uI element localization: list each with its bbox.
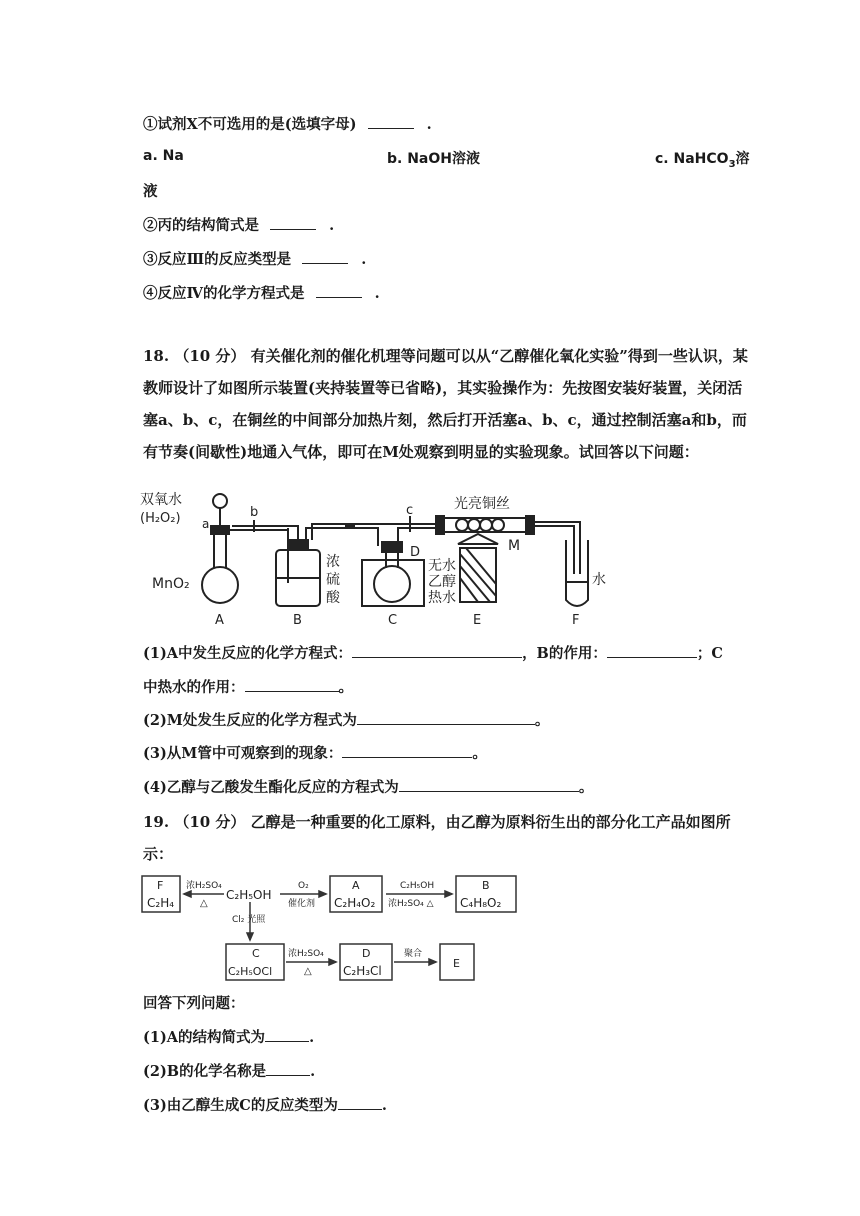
q17-sub4-text: ④反应Ⅳ的化学方程式是 [143,285,305,302]
fig-arrow1-top: 浓H₂SO₄ [186,881,222,891]
answer-blank[interactable] [399,777,579,792]
q18-p1-d: 中热水的作用： [143,679,245,696]
q19-p1-text: (1)A的结构简式为 [143,1029,266,1046]
answer-blank[interactable] [270,215,316,230]
q18-p3-e: 。 [472,745,487,762]
q17-option-c [655,148,750,170]
fig-label-ethanol: 乙醇 [428,574,456,590]
q18-p3-text: (3)从M管中可观察到的现象： [143,745,343,762]
q18-p1-c: ；C [696,645,723,662]
fig-label-m: M [508,538,521,554]
period: . [361,251,367,268]
fig-box-d-label: D [362,947,371,960]
fig-box-c-label: C [252,947,260,960]
q19-p2-text: (2)B的化学名称是 [143,1063,267,1080]
q18-p4-text: (4)乙醇与乙酸发生酯化反应的方程式为 [143,779,399,796]
fig-label-b: b [250,505,259,520]
answer-blank[interactable] [342,743,472,758]
q17-option-c-cont: 液 [143,183,158,200]
q18-p1-text: (1)A中发生反应的化学方程式： [143,645,353,662]
fig-box-a-formula: C₂H₄O₂ [334,896,376,910]
fig-label-h2o2: 双氧水 [140,492,182,508]
fig-arrow1-bottom: △ [200,898,208,909]
fig-arrow2-bottom: 催化剂 [288,899,316,909]
option-c-sub: 3 [728,158,736,170]
fig-arrow4-bottom: △ [304,966,312,977]
q19-stem: 19. （10 分） 乙醇是一种重要的化工原料，由乙醇为原料衍生出的部分化工产品如图所示： [143,813,731,863]
q18-part1 [143,642,723,663]
fig-arrow5-top: 聚合 [404,949,423,959]
fig-box-f-formula: C₂H₄ [147,896,175,910]
fig-label-C: C [388,613,398,628]
q18-p2-text: (2)M处发生反应的化学方程式为 [143,712,357,729]
fig-label-F: F [572,613,580,628]
option-c-end: 溶 [735,151,750,167]
fig-label-water: 水 [592,572,606,588]
fig-label-mno2: MnO₂ [152,576,190,592]
answer-blank[interactable] [607,643,697,658]
answer-blank[interactable] [338,1095,382,1110]
q18-p1-e: 。 [338,679,353,696]
fig-box-d-formula: C₂H₃Cl [343,964,382,978]
fig-label-h2o2-formula: (H₂O₂) [140,511,181,526]
fig-box-b-label: B [482,879,490,892]
copper-coil [456,519,504,531]
answer-blank[interactable] [368,114,414,129]
q18-part2 [143,709,549,730]
q19-p3-e: . [381,1097,387,1114]
q19-part2 [143,1060,315,1081]
q19-p2-e: . [310,1063,316,1080]
fig-label-A: A [215,613,224,628]
fig-box-c-formula: C₂H₅OCl [228,965,273,978]
q19-flow-diagram [140,872,560,984]
fig-box-f-label: F [157,879,164,892]
q17-sub4 [143,282,380,303]
fig-arrow2-top: O₂ [298,881,309,891]
fig-label-conc1: 浓 [326,554,340,570]
answer-blank[interactable] [265,1027,309,1042]
fig-label-E: E [473,613,482,628]
fig-label-hotwater: 热水 [428,590,456,606]
answer-blank[interactable] [302,249,348,264]
q17-option-b: b. NaOH溶液 [387,151,480,167]
fig-arrow4-top: 浓H₂SO₄ [288,949,324,959]
fig-box-e-label: E [453,957,460,970]
test-tube-f [566,540,588,606]
answer-blank[interactable] [357,710,535,725]
q18-p4-e: 。 [578,779,594,796]
q19-part1 [143,1026,314,1047]
funnel-bulb [213,494,227,508]
fig-box-b-formula: C₄H₈O₂ [460,896,502,910]
fig-label-conc3: 酸 [326,590,340,606]
option-c-text: c. NaHCO [655,151,729,167]
q17-option-a: a. Na [143,148,184,164]
flask-c [374,566,410,602]
q17-sub3-text: ③反应Ⅲ的反应类型是 [143,251,292,268]
fig-box-a-label: A [352,879,360,892]
fig-label-c: c [406,503,414,518]
q17-sub2 [143,214,334,235]
flask-a [202,567,238,603]
answer-blank[interactable] [266,1061,310,1076]
q19-answer-intro: 回答下列问题： [143,995,245,1012]
fig-label-copper: 光亮铜丝 [454,496,510,512]
q18-part3 [143,742,487,763]
q18-part1-cont [143,676,353,697]
fig-label-d: D [410,545,421,560]
q18-p1-b: ，B的作用： [522,645,607,662]
period: . [374,285,380,302]
fig-ethanol: C₂H₅OH [226,888,272,902]
q19-p3-text: (3)由乙醇生成C的反应类型为 [143,1097,338,1114]
q19-part3 [143,1094,387,1115]
answer-blank[interactable] [245,677,339,692]
fig-down-label: Cl₂ 光照 [232,915,266,925]
q18-part4 [143,776,593,797]
q18-stem: 18. （10 分） 有关催化剂的催化机理等问题可以从“乙醇催化氧化实验”得到一些认识，某教师设计了如图所示装置(夹持装置等已省略)，其实验操作为：先按图安装好装置，关闭活塞a、b、c，在铜丝的中间部分加热片刻，然后打开活塞a、b、c，通过控制活塞a和b，而有节奏(间歇性)地通入气体，即可在M处观察到明显的实验现象。试回答以下问题： [143,347,748,461]
fig-label-a: a [202,517,210,531]
q17-sub1 [143,113,432,134]
answer-blank[interactable] [316,283,362,298]
answer-blank[interactable] [352,643,522,658]
fig-label-B: B [293,613,302,628]
q17-sub3 [143,248,366,269]
period: . [426,116,432,133]
fig-label-anhydrous: 无水 [428,558,456,574]
q19-p1-e: . [309,1029,315,1046]
q18-p2-e: 。 [534,712,550,729]
q17-sub1-text: ①试剂X不可选用的是(选填字母) [143,116,357,133]
stopper-a [211,526,229,534]
q18-apparatus-figure [140,488,610,628]
fig-arrow3-top: C₂H₅OH [400,881,435,891]
fig-arrow3-bottom: 浓H₂SO₄ △ [388,899,434,909]
q17-sub2-text: ②丙的结构简式是 [143,217,259,234]
fig-label-conc2: 硫 [326,572,340,588]
period: . [329,217,335,234]
